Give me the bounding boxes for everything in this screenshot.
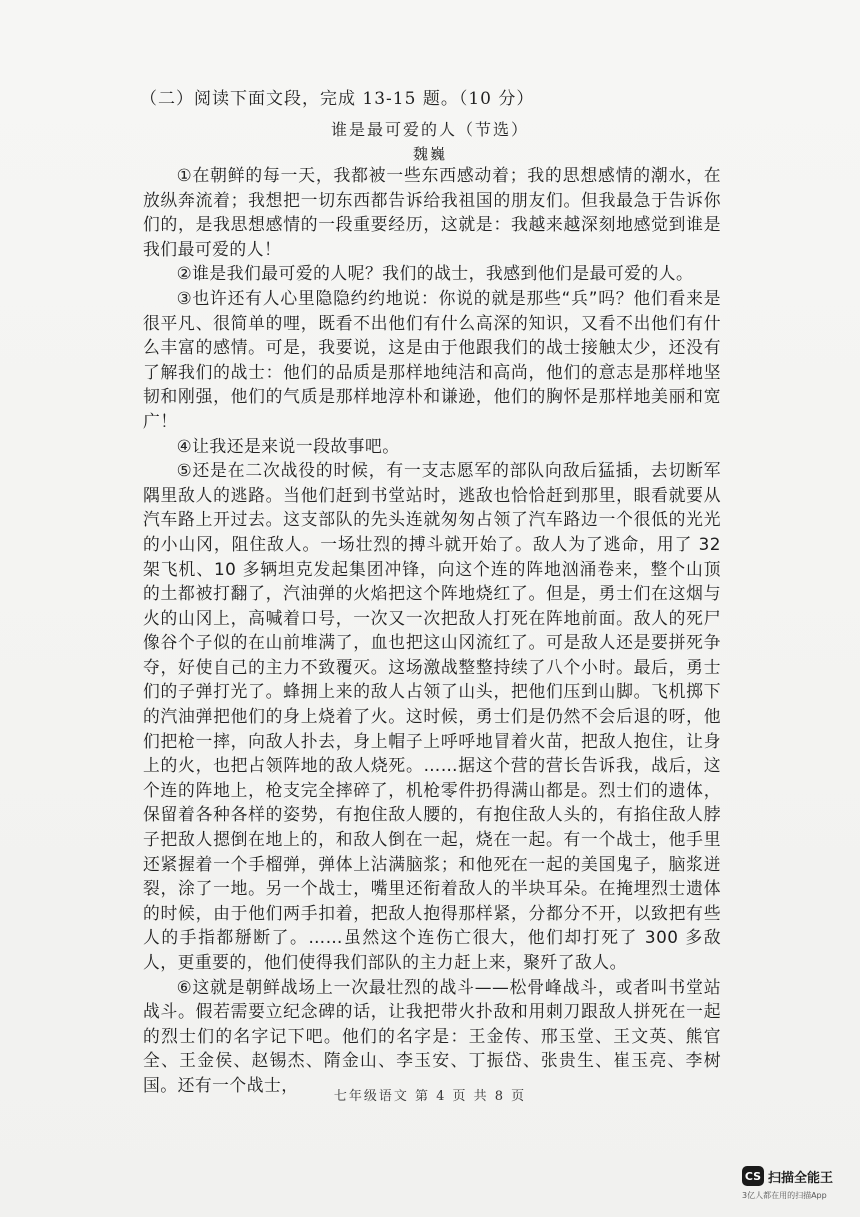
paragraph-4: ④让我还是来说一段故事吧。 [176,435,400,456]
paragraph-6: ⑥这就是朝鲜战场上一次最壮烈的战斗——松骨峰战斗，或者叫书堂站战斗。假若需要立纪念碑的话，让我把带火扑敌和用刺刀跟敌人拼死在一起的烈士们的名字记下吧。他们的名字是：王金传、邢玉堂、王文英、熊官全、王金侯、赵锡杰、隋金山、李玉安、丁振岱、张贵生、崔玉亮、李树国。还有一个战士， [143,976,721,1095]
paragraph-5: ⑤还是在二次战役的时候，有一支志愿军的部队向敌后猛插，去切断军隅里敌人的逃路。当他们赶到书堂站时，逃敌也恰恰赶到那里，眼看就要从汽车路上开过去。这支部队的先头连就匆匆占领了汽车路边一个很低的光光的小山冈，阻住敌人。一场壮烈的搏斗就开始了。敌人为了逃命，用了 32 架飞机、10 多辆坦克发起集团冲锋，向这个连的阵地汹涌卷来，整个山顶的土都被打翻了，汽油弹的火焰把这个阵地烧红了。但是，勇士们在这烟与火的山冈上，高喊着口号，一次又一次把敌人打死在阵地前面。敌人的死尸像谷个子似的在山前堆满了，血也把这山冈流红了。可是敌人还是要拼死争夺，好使自己的主力不致覆灭。这场激战整整持续了八个小时。最后，勇士们的子弹打光了。蜂拥上来的敌人占领了山头，把他们压到山脚。飞机掷下的汽油弹把他们的身上烧着了火。这时候，勇士们是仍然不会后退的呀，他们把枪一摔，向敌人扑去，身上帽子上呼呼地冒着火苗，把敌人抱住，让身上的火，也把占领阵地的敌人烧死。……据这个营的营长告诉我，战后，这个连的阵地上，枪支完全摔碎了，机枪零件扔得满山都是。烈士们的遗体，保留着各种各样的姿势，有抱住敌人腰的，有抱住敌人头的，有掐住敌人脖子把敌人摁倒在地上的，和敌人倒在一起，烧在一起。有一个战士，他手里还紧握着一个手榴弹，弹体上沾满脑浆；和他死在一起的美国鬼子，脑浆迸裂，涂了一地。另一个战士，嘴里还衔着敌人的半块耳朵。在掩埋烈士遗体的时候，由于他们两手扣着，把敌人抱得那样紧，分都分不开，以致把有些人的手指都掰断了。……虽然这个连伤亡很大，他们却打死了 300 多敌人，更重要的，他们使得我们部队的主力赶上来，聚歼了敌人。 [143,460,721,972]
paragraph-2: ②谁是我们最可爱的人呢？我们的战士，我感到他们是最可爱的人。 [176,263,694,284]
watermark-name: 扫描全能王 [768,1171,834,1186]
paragraph-3: ③也许还有人心里隐隐约约地说：你说的就是那些“兵”吗？他们看来是很平凡、很简单的哩，既看不出他们有什么高深的知识，又看不出他们有什么丰富的感情。可是，我要说，这是由于他跟我们的战士接触太少，还没有了解我们的战士：他们的品质是那样地纯洁和高尚，他们的意志是那样地坚韧和刚强，他们的气质是那样地淳朴和谦逊，他们的胸怀是那样地美丽和宽广！ [143,287,721,431]
paragraph-1: ①在朝鲜的每一天，我都被一些东西感动着；我的思想感情的潮水，在放纵奔流着；我想把一切东西都告诉给我祖国的朋友们。但我最急于告诉你们的，是我思想感情的一段重要经历，这就是：我越来越深刻地感觉到谁是我们最可爱的人！ [143,165,721,259]
camscanner-logo-icon: CS [742,1166,764,1186]
article-author: 魏巍 [412,145,447,163]
section-heading: （二）阅读下面文段，完成 13-15 题。（10 分） [140,89,535,109]
scanner-watermark [742,1166,848,1210]
page-footer: 七年级语文 第 4 页 共 8 页 [333,1089,527,1104]
article-title: 谁是最可爱的人（节选） [330,120,529,139]
watermark-tagline: 3亿人都在用的扫描App [742,1191,827,1200]
article-body [143,163,721,1098]
